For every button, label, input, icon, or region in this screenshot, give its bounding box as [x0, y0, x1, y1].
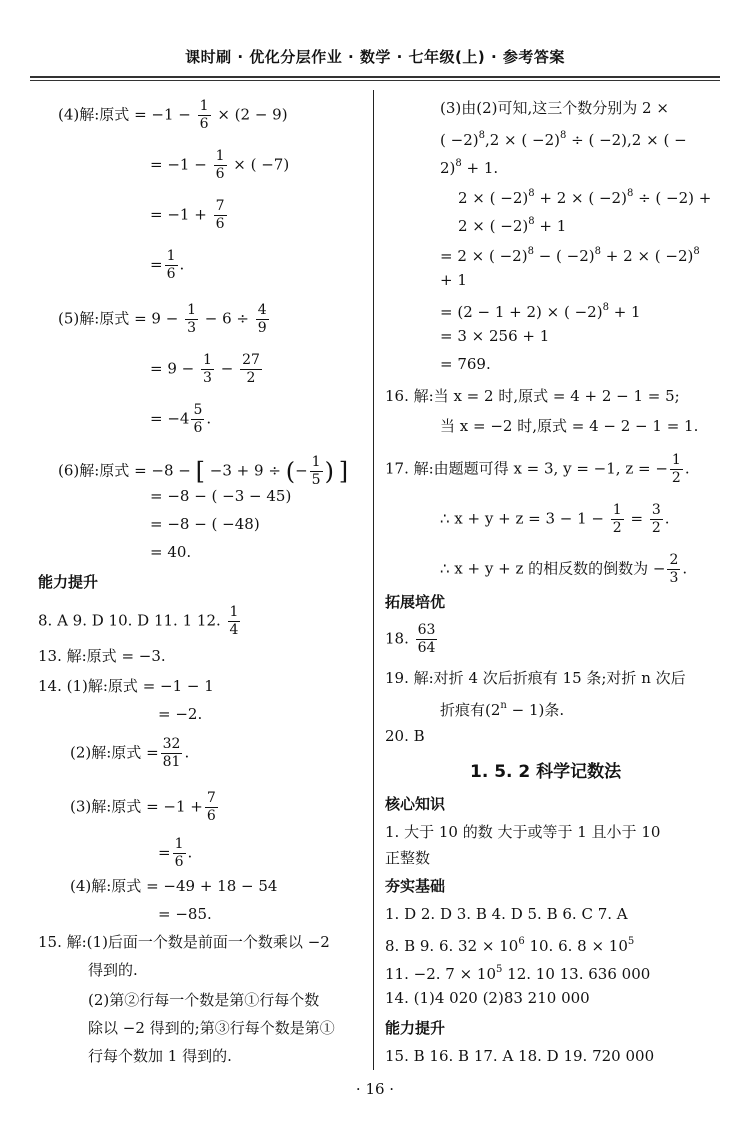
p6-line3: = −8 − ( −48) [150, 515, 260, 533]
a3-line2: ( −2)$^8$,2 × ( −2)$^8$ ÷ ( −2),2 × ( − [440, 130, 687, 149]
header-rule-thin [30, 80, 720, 81]
answer-17-line1: 17. 解:由题题可得 x = 3, y = −1, z = − $\frac{1}{2}$ . [385, 452, 690, 486]
section-heading-ability: 能力提升 [38, 573, 99, 591]
p4-line2: = −1 − $\frac{1}{6}$ × ( −7) [150, 148, 290, 182]
p6-line1: (6)解:原式 = −8 − [ −3 + 9 ÷ (− $\frac{1}{5}$ ) ] [58, 454, 349, 488]
a3-line9: = 3 × 256 + 1 [440, 327, 550, 345]
answer-16-line2: 当 x = −2 时,原式 = 4 − 2 − 1 = 1. [440, 417, 699, 435]
header-rule [30, 76, 720, 78]
foundation-answers-8-10: 8. B 9. 6. $32 \times 10^6$ 10. 6. $8 \times 10^5$ [385, 936, 635, 955]
a3-line1: (3)由(2)可知,这三个数分别为 2 × [440, 99, 669, 117]
answer-16-line1: 16. 解:当 x = 2 时,原式 = 4 + 2 − 1 = 5; [385, 387, 680, 405]
foundation-answers-11-13: 11. −2. $7 \times 10^5$ 12. 10 13. 636 000 [385, 964, 651, 983]
page-header: 课时刷 · 优化分层作业 · 数学 · 七年级(上) · 参考答案 [185, 48, 565, 66]
answer-20: 20. B [385, 727, 425, 745]
core-answer-1: 1. 大于 10 的数 大于或等于 1 且小于 10 [385, 823, 661, 841]
answer-13: 13. 解:原式 = −3. [38, 647, 166, 665]
answer-14-line5: = $\frac{1}{6}$ . [158, 836, 193, 870]
p5-line2: = 9 − $\frac{1}{3}$ − $\frac{27}{2}$ [150, 352, 260, 386]
answer-17-line3: ∴ x + y + z 的相反数的倒数为 − $\frac{2}{3}$ . [440, 552, 688, 586]
answer-14-line6: (4)解:原式 = −49 + 18 − 54 [70, 877, 278, 895]
answer-14-line2: = −2. [158, 705, 203, 723]
section-heading-ability-2: 能力提升 [385, 1019, 446, 1037]
a3-line8: = (2 − 1 + 2) × ( −2)$^8$ + 1 [440, 302, 641, 321]
p5-line1: (5)解:原式 = 9 − $\frac{1}{3}$ − 6 ÷ $\frac{4}{9}$ [58, 302, 267, 336]
p4-line4: = $\frac{1}{6}$ . [150, 248, 185, 282]
answer-8-12: 8. A 9. D 10. D 11. 1 12. $\frac{1}{4}$ [38, 604, 239, 638]
section-heading-extension: 拓展培优 [385, 593, 446, 611]
answer-15-line5: 行每个数加 1 得到的. [88, 1047, 232, 1065]
section-heading-foundation: 夯实基础 [385, 877, 446, 895]
foundation-answer-14: 14. (1)4 020 (2)83 210 000 [385, 989, 590, 1007]
answer-15-line2: 得到的. [88, 961, 138, 979]
column-divider [373, 90, 374, 1070]
p5-line3: = −4 $\frac{5}{6}$ . [150, 402, 212, 436]
answer-19-line1: 19. 解:对折 4 次后折痕有 15 条;对折 n 次后 [385, 669, 686, 687]
core-answer-1-cont: 正整数 [385, 849, 431, 867]
a3-line3: 2)$^8$ + 1. [440, 158, 499, 177]
answer-15-line3: (2)第②行每一个数是第①行每个数 [88, 991, 320, 1009]
p4-line3: = −1 + $\frac{7}{6}$ [150, 198, 225, 232]
a3-line7: + 1 [440, 271, 467, 289]
p6-line2: = −8 − ( −3 − 45) [150, 487, 292, 505]
answer-14-line3: (2)解:原式 = $\frac{32}{81}$ . [70, 736, 190, 770]
answer-17-line2: ∴ x + y + z = 3 − 1 − $\frac{1}{2}$ = $\frac{3}{2}$ . [440, 502, 670, 536]
section-heading-core: 核心知识 [385, 795, 446, 813]
answer-15-line1: 15. 解:(1)后面一个数是前面一个数乘以 −2 [38, 933, 330, 951]
a3-line5: 2 × ( −2)$^8$ + 1 [458, 216, 567, 235]
page-number: · 16 · [355, 1080, 395, 1098]
foundation-answers-1-7: 1. D 2. D 3. B 4. D 5. B 6. C 7. A [385, 905, 628, 923]
answer-18: 18. $\frac{63}{64}$ [385, 622, 436, 656]
answer-14-line1: 14. (1)解:原式 = −1 − 1 [38, 677, 214, 695]
p4-line1: (4)解:原式 = −1 − $\frac{1}{6}$ × (2 − 9) [58, 98, 288, 132]
a3-line10: = 769. [440, 355, 491, 373]
ability-answers-15-19: 15. B 16. B 17. A 18. D 19. 720 000 [385, 1047, 655, 1065]
a3-line6: = 2 × ( −2)$^8$ − ( −2)$^8$ + 2 × ( −2)$^8$ [440, 246, 700, 265]
a3-line4: 2 × ( −2)$^8$ + 2 × ( −2)$^8$ ÷ ( −2) + [458, 188, 712, 207]
answer-19-line2: 折痕有$(2^n - 1)$条. [440, 700, 565, 719]
answer-15-line4: 除以 −2 得到的;第③行每个数是第① [88, 1019, 335, 1037]
answer-14-line7: = −85. [158, 905, 212, 923]
section-title-1-5-2: 1. 5. 2 科学记数法 [470, 762, 622, 782]
answer-14-line4: (3)解:原式 = −1 + $\frac{7}{6}$ [70, 790, 216, 824]
p6-line4: = 40. [150, 543, 192, 561]
